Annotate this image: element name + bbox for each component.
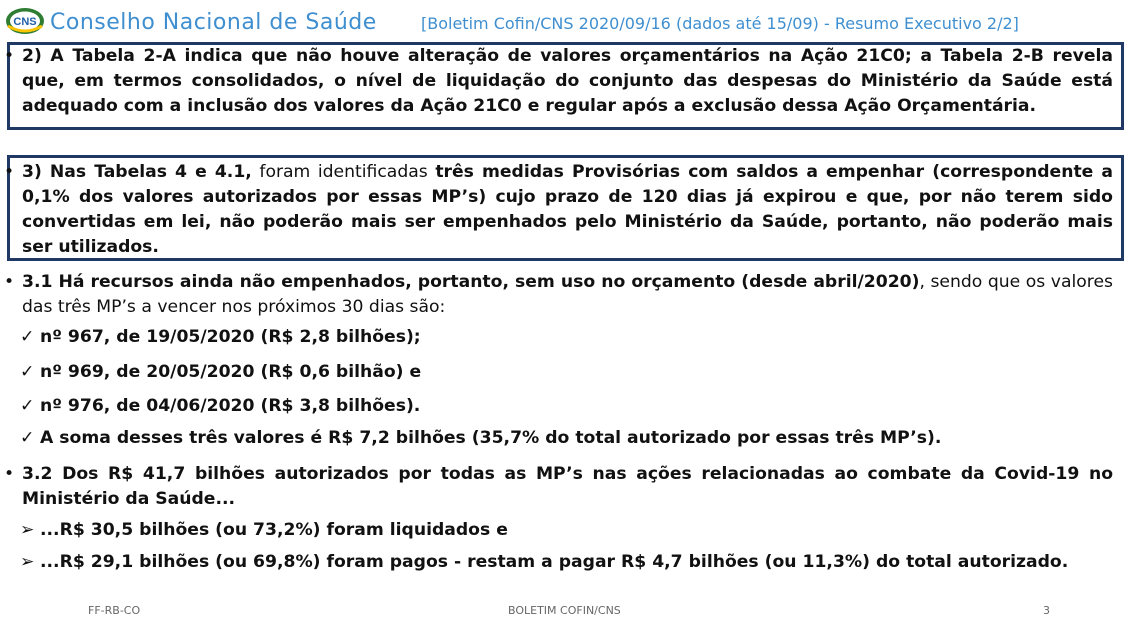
check-item-3 (20, 396, 420, 416)
arrow-item-1 (20, 520, 508, 540)
page-number: 3 (1043, 604, 1050, 617)
page-subtitle: [Boletim Cofin/CNS 2020/09/16 (dados até 15/09) - Resumo Executivo 2/2] (421, 14, 1019, 33)
check-icon: ✓ (20, 362, 35, 382)
arrow-item-text: ...R$ 30,5 bilhões (ou 73,2%) foram liquidados e (40, 520, 508, 540)
paragraph-2-text: 2) A Tabela 2-A indica que não houve alteração de valores orçamentários na Ação 21C0; a Tabela 2-B revela que, em termos consolidados, o nível de liquidação do conjunto das despesas do Ministério da Saúde está adequado com a inclusão dos valores da Ação 21C0 e regular após a exclusão dessa Ação Orçamentária. (22, 46, 1113, 116)
check-item-text: nº 967, de 19/05/2020 (R$ 2,8 bilhões); (40, 327, 421, 347)
paragraph-3-2 (4, 462, 1113, 512)
check-item-text: A soma desses três valores é R$ 7,2 bilhões (35,7% do total autorizado por essas três MP’s). (40, 428, 942, 448)
check-item-2 (20, 362, 421, 382)
paragraph-3-1 (4, 270, 1113, 320)
cns-logo (4, 6, 46, 36)
paragraph-3-bold-2: três medidas Provisórias com saldos a empenhar (correspondente a 0,1% dos valores autorizados por essas MP’s) cujo prazo de 120 dias já expirou e que, por não terem sido convertidas em lei, não poderão mais ser empenhados pelo Ministério da Saúde, portanto, não poderão mais ser utilizados. (22, 162, 1114, 257)
logo-text: CNS (13, 16, 37, 28)
arrow-item-2 (20, 552, 1068, 572)
check-icon: ✓ (20, 327, 35, 347)
check-icon: ✓ (20, 428, 35, 448)
paragraph-3-1-bold: 3.1 Há recursos ainda não empenhados, portanto, sem uso no orçamento (desde abril/2020) (22, 272, 920, 292)
paragraph-3-bold-1: 3) Nas Tabelas 4 e 4.1, (22, 162, 252, 182)
bullet: • (4, 272, 15, 292)
paragraph-3 (4, 160, 1114, 260)
paragraph-3-1-normal: , sendo que os valores das três MP’s a vencer nos próximos 30 dias são: (22, 272, 1113, 317)
bullet: • (4, 162, 15, 182)
paragraph-2 (4, 44, 1113, 119)
check-icon: ✓ (20, 396, 35, 416)
check-item-1 (20, 327, 421, 347)
bullet: • (4, 464, 15, 484)
arrow-icon: ➢ (20, 520, 35, 540)
arrow-item-text: ...R$ 29,1 bilhões (ou 69,8%) foram pagos - restam a pagar R$ 4,7 bilhões (ou 11,3%) do total autorizado. (40, 552, 1069, 572)
arrow-icon: ➢ (20, 552, 35, 572)
bullet: • (4, 46, 15, 66)
footer-center: BOLETIM COFIN/CNS (508, 604, 621, 617)
check-item-text: nº 969, de 20/05/2020 (R$ 0,6 bilhão) e (40, 362, 422, 382)
check-item-4 (20, 428, 941, 448)
footer-left: FF-RB-CO (88, 604, 141, 617)
paragraph-3-2-text: 3.2 Dos R$ 41,7 bilhões autorizados por todas as MP’s nas ações relacionadas ao combate da Covid-19 no Ministério da Saúde... (22, 464, 1113, 509)
page-title: Conselho Nacional de Saúde (50, 10, 377, 35)
check-item-text: nº 976, de 04/06/2020 (R$ 3,8 bilhões). (40, 396, 421, 416)
paragraph-3-normal-1: foram identificadas (251, 162, 436, 182)
